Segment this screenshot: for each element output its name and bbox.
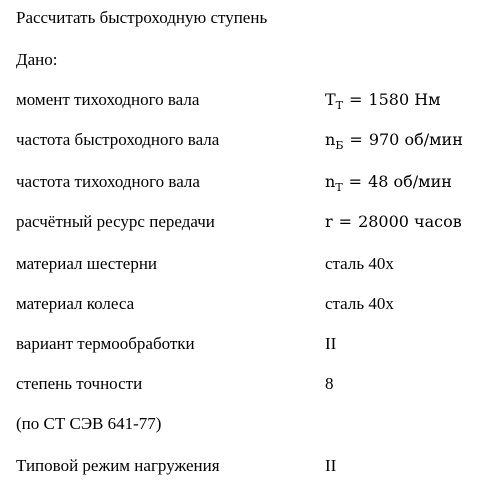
wheel-material-label: материал колеса — [16, 294, 135, 313]
heat-treatment-value: II — [325, 334, 337, 353]
gear-material-label: материал шестерни — [16, 254, 158, 273]
fast-shaft-frequency-subscript: Б — [335, 139, 344, 152]
gear-material-row — [16, 254, 486, 276]
torque-subscript: Т — [335, 99, 344, 112]
load-mode-label: Типовой режим нагружения — [16, 456, 220, 475]
fast-shaft-frequency-label: частота быстроходного вала — [16, 130, 220, 149]
resource-label: расчётный ресурс передачи — [16, 212, 215, 231]
torque-symbol: T — [325, 90, 336, 109]
gear-material-value: сталь 40х — [325, 254, 394, 273]
resource-value: 28000 часов — [358, 212, 462, 231]
fast-shaft-frequency-row — [16, 130, 486, 152]
fast-shaft-frequency-equals: = — [349, 130, 363, 149]
slow-shaft-frequency-formula — [325, 172, 452, 194]
torque-value: 1580 Нм — [368, 90, 441, 109]
accuracy-row — [16, 374, 486, 396]
heat-treatment-row — [16, 334, 486, 356]
slow-shaft-frequency-equals: = — [348, 172, 363, 191]
slow-shaft-frequency-value: 48 об/мин — [368, 172, 452, 191]
load-mode-value: II — [325, 456, 337, 475]
standard-note: (по СТ СЭВ 641-77) — [16, 414, 162, 433]
wheel-material-row — [16, 294, 486, 316]
resource-symbol: r — [325, 212, 333, 231]
given-label: Дано: — [16, 50, 58, 69]
resource-equals: = — [338, 212, 353, 231]
torque-formula — [325, 90, 441, 112]
wheel-material-value: сталь 40х — [325, 294, 394, 313]
fast-shaft-frequency-value: 970 об/мин — [368, 130, 463, 149]
fast-shaft-frequency-formula — [325, 130, 463, 152]
slow-shaft-frequency-symbol: n — [325, 172, 336, 191]
torque-equals: = — [349, 90, 363, 109]
load-mode-row — [16, 456, 486, 478]
slow-shaft-frequency-label: частота тихоходного вала — [16, 172, 200, 191]
torque-row — [16, 90, 486, 112]
page-title: Рассчитать быстроходную ступень — [16, 8, 268, 27]
torque-label: момент тихоходного вала — [16, 90, 200, 109]
heat-treatment-label: вариант термообработки — [16, 334, 195, 353]
accuracy-label: степень точности — [16, 374, 143, 393]
slow-shaft-frequency-subscript: Т — [335, 181, 343, 194]
fast-shaft-frequency-symbol: n — [325, 130, 336, 149]
resource-row — [16, 212, 486, 234]
resource-formula — [325, 212, 462, 232]
slow-shaft-frequency-row — [16, 172, 486, 194]
accuracy-value: 8 — [325, 374, 334, 393]
